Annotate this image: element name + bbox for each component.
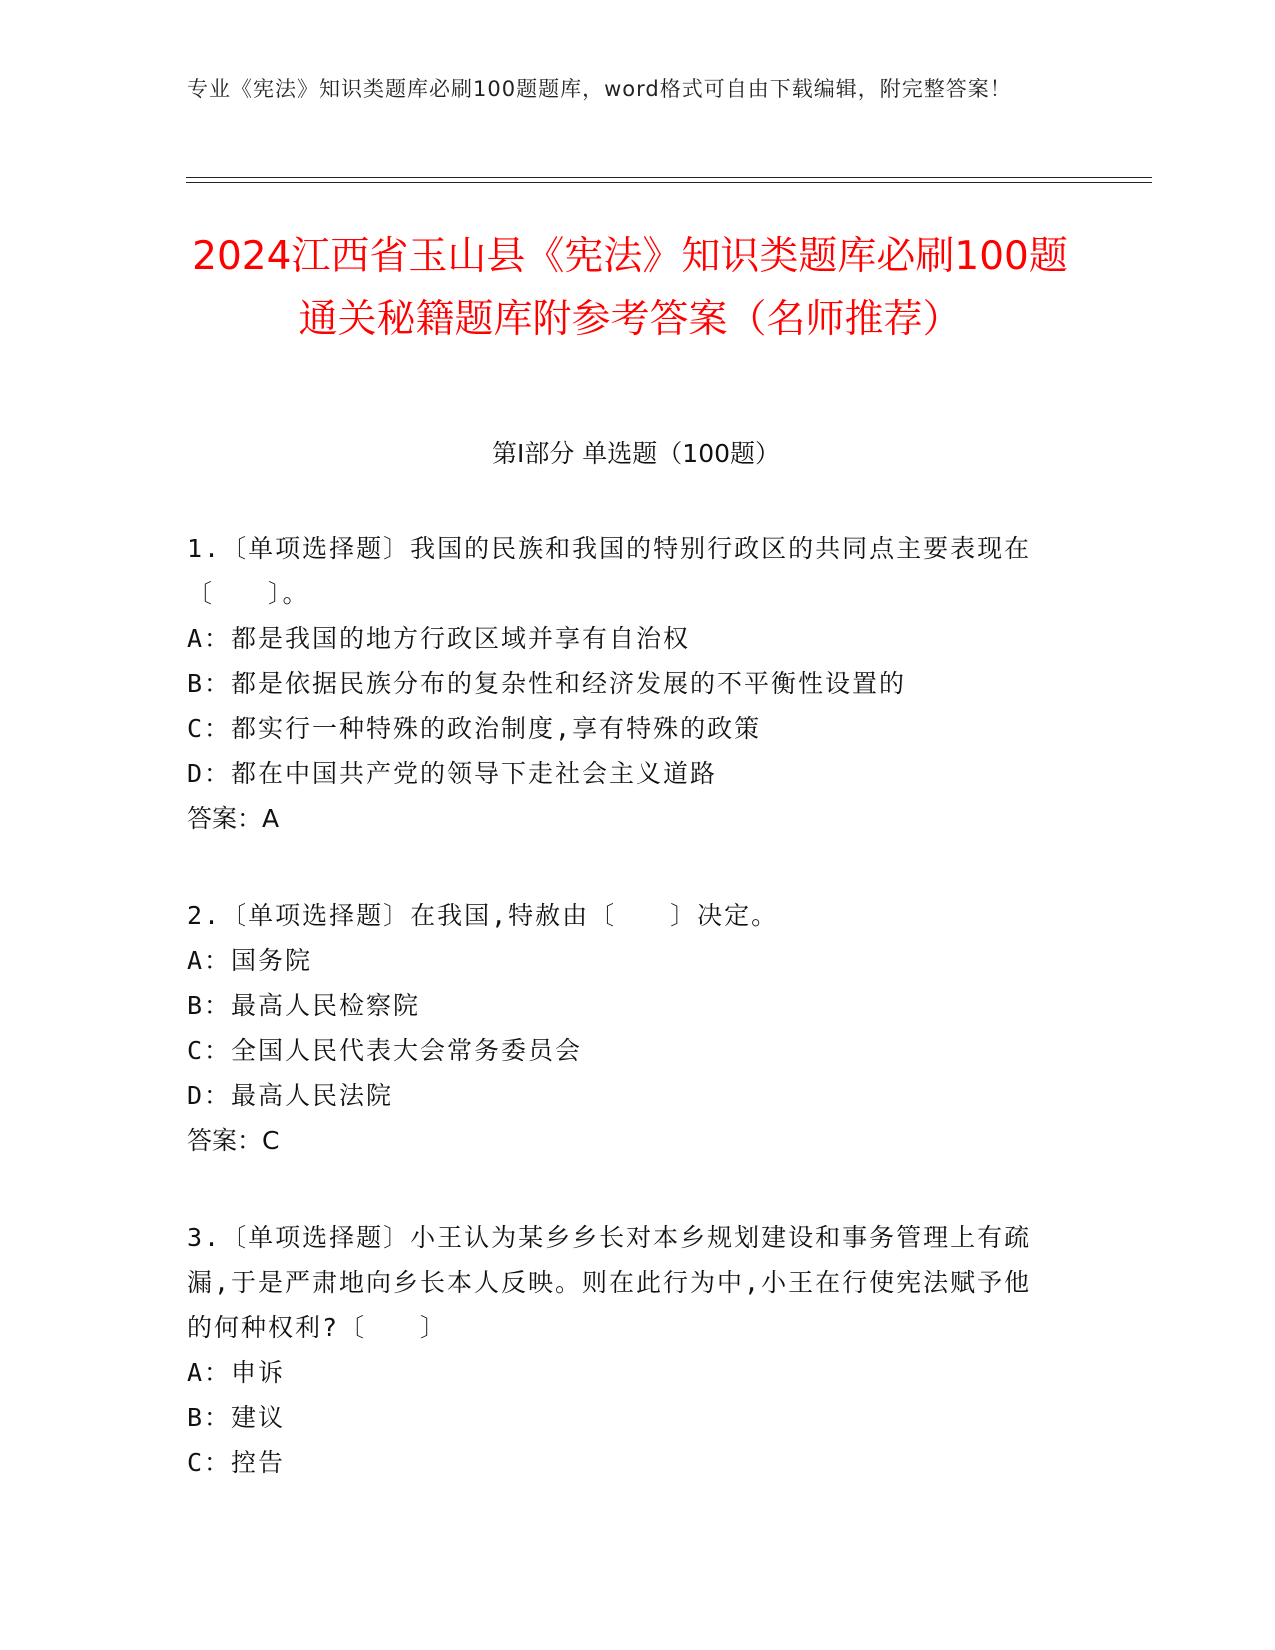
header-divider-top <box>186 177 1152 178</box>
question-stem: 3.〔单项选择题〕小王认为某乡乡长对本乡规划建设和事务管理上有疏漏,于是严肃地向乡长本人反映。则在此行为中,小王在行使宪法赋予他的何种权利?〔 〕 <box>187 1223 1032 1342</box>
option-a: A：申诉 <box>187 1358 286 1387</box>
question-list <box>187 526 1057 1537</box>
option-b: B：都是依据民族分布的复杂性和经济发展的不平衡性设置的 <box>187 669 907 698</box>
option-c: C：全国人民代表大会常务委员会 <box>187 1036 583 1065</box>
option-b: B：最高人民检察院 <box>187 991 421 1020</box>
option-a: A：都是我国的地方行政区域并享有自治权 <box>187 624 691 653</box>
option-d: D：都在中国共产党的领导下走社会主义道路 <box>187 759 718 788</box>
question-stem: 1.〔单项选择题〕我国的民族和我国的特别行政区的共同点主要表现在〔 〕。 <box>187 534 1032 608</box>
header-divider-bottom <box>186 182 1152 183</box>
question-item <box>187 526 1057 841</box>
section-title: 第I部分 单选题（100题） <box>491 439 781 468</box>
option-a: A：国务院 <box>187 946 313 975</box>
question-item <box>187 1215 1057 1485</box>
header-note: 专业《宪法》知识类题库必刷100题题库，word格式可自由下载编辑，附完整答案！ <box>187 77 1012 101</box>
answer-line: 答案：A <box>187 804 280 833</box>
answer-line: 答案：C <box>187 1126 280 1155</box>
question-item <box>187 893 1057 1163</box>
option-b: B：建议 <box>187 1403 286 1432</box>
option-d: D：最高人民法院 <box>187 1081 394 1110</box>
option-c: C：都实行一种特殊的政治制度,享有特殊的政策 <box>187 714 762 743</box>
option-c: C：控告 <box>187 1448 286 1477</box>
question-stem: 2.〔单项选择题〕在我国,特赦由〔 〕决定。 <box>187 901 779 930</box>
document-title: 2024江西省玉山县《宪法》知识类题库必刷100题通关秘籍题库附参考答案（名师推荐） <box>192 234 1068 342</box>
